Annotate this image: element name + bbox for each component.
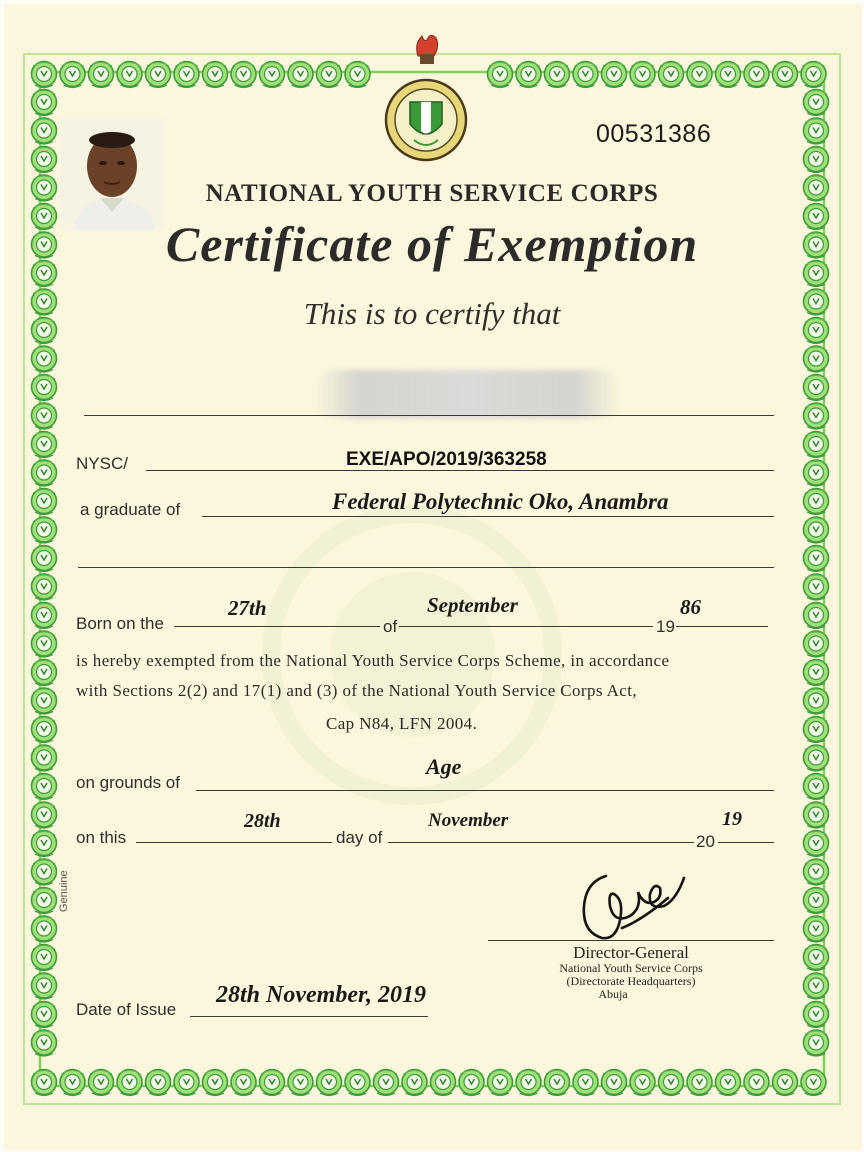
margin-genuine-text: Genuine [58, 870, 70, 912]
border-ornament [146, 62, 171, 88]
border-ornament [89, 1070, 114, 1096]
border-ornament [687, 1070, 712, 1096]
organization-name: NATIONAL YOUTH SERVICE CORPS [205, 180, 659, 207]
issue-day: 28th [244, 810, 281, 832]
border-ornament [32, 745, 57, 771]
border-ornament [32, 403, 57, 429]
border-ornament [32, 916, 57, 942]
birth-month: September [427, 593, 518, 617]
border-ornament [203, 1070, 228, 1096]
born-label: Born on the [76, 614, 164, 633]
issue-day-line [136, 842, 332, 843]
grounds-label: on grounds of [76, 773, 180, 792]
border-ornament [32, 859, 57, 885]
certificate-title: Certificate of Exemption [165, 216, 699, 272]
birth-year-line [676, 626, 768, 627]
border-ornament [801, 62, 826, 88]
graduate-label: a graduate of [80, 500, 181, 519]
border-ornament [804, 1002, 829, 1028]
border-ornament [804, 489, 829, 515]
border-ornament [744, 1070, 769, 1096]
border-ornament [89, 62, 114, 88]
border-ornament [288, 1070, 313, 1096]
border-ornament [345, 1070, 370, 1096]
border-ornament [573, 62, 598, 88]
border-ornament [488, 1070, 513, 1096]
border-ornament [32, 574, 57, 600]
border-ornament [32, 831, 57, 857]
issue-year: 19 [722, 808, 742, 830]
border-ornament [801, 1070, 826, 1096]
border-ornament [174, 1070, 199, 1096]
border-ornament [516, 62, 541, 88]
graduate-line [202, 516, 774, 517]
border-ornament [804, 517, 829, 543]
signatory-line-1: National Youth Service Corps [559, 961, 703, 975]
of-label: of [383, 617, 398, 636]
border-ornament [804, 688, 829, 714]
border-ornament [804, 403, 829, 429]
birth-day: 27th [228, 596, 267, 620]
border-ornament [32, 945, 57, 971]
border-ornament [32, 774, 57, 800]
exemption-text-line-2: with Sections 2(2) and 17(1) and (3) of the National Youth Service Corps Act, [76, 681, 638, 700]
date-issue-value: 28th November, 2019 [216, 982, 426, 1008]
border-ornament [804, 603, 829, 629]
border-ornament [117, 1070, 142, 1096]
border-ornament [345, 62, 370, 88]
border-ornament [804, 346, 829, 372]
border-ornament [32, 346, 57, 372]
redacted-holder-name [315, 370, 620, 418]
border-ornament [32, 888, 57, 914]
border-ornament [60, 62, 85, 88]
border-ornament [516, 1070, 541, 1096]
name-line [84, 415, 774, 416]
century-20: 20 [696, 832, 715, 851]
border-ornament [573, 1070, 598, 1096]
border-ornament [804, 574, 829, 600]
border-ornament [459, 1070, 484, 1096]
border-ornament [773, 62, 798, 88]
on-this-label: on this [76, 828, 127, 847]
graduate-line-2 [78, 567, 774, 568]
border-ornament [602, 1070, 627, 1096]
border-ornament [402, 1070, 427, 1096]
border-ornament [804, 717, 829, 743]
border-ornament [773, 1070, 798, 1096]
issue-month-line [388, 842, 694, 843]
birth-month-line [399, 626, 653, 627]
border-ornament [32, 546, 57, 572]
border-ornament [32, 688, 57, 714]
border-ornament [804, 546, 829, 572]
border-ornament [317, 62, 342, 88]
date-issue-line [190, 1016, 428, 1017]
exemption-text-line-3: Cap N84, LFN 2004. [326, 714, 478, 733]
nysc-line [146, 470, 774, 471]
border-ornament [174, 62, 199, 88]
border-ornament [431, 1070, 456, 1096]
border-ornament [804, 888, 829, 914]
serial-number: 00531386 [596, 120, 712, 148]
exemption-text-line-1: is hereby exempted from the National Youth Service Corps Scheme, in accordance [76, 651, 670, 670]
border-ornament [32, 432, 57, 458]
director-general-signature [572, 858, 692, 948]
border-ornament [260, 1070, 285, 1096]
border-ornament [288, 62, 313, 88]
border-ornament [32, 631, 57, 657]
day-of-label: day of [336, 828, 383, 847]
border-ornament [804, 660, 829, 686]
border-ornament [60, 1070, 85, 1096]
border-ornament [32, 1070, 57, 1096]
signatory-line-2: (Directorate Headquarters) [566, 974, 696, 988]
border-ornament [659, 1070, 684, 1096]
border-ornament [804, 859, 829, 885]
border-ornament [117, 62, 142, 88]
border-ornament [32, 1030, 57, 1056]
border-ornament [804, 945, 829, 971]
border-ornament [32, 660, 57, 686]
border-ornament [804, 118, 829, 144]
border-ornament [630, 62, 655, 88]
century-19: 19 [656, 617, 675, 636]
issue-year-line [718, 842, 774, 843]
certify-intro: This is to certify that [303, 296, 561, 331]
border-ornament [804, 460, 829, 486]
border-ornament [231, 1070, 256, 1096]
issue-month: November [428, 810, 509, 831]
border-ornament [804, 375, 829, 401]
border-ornament [32, 147, 57, 173]
institution-name: Federal Polytechnic Oko, Anambra [332, 489, 669, 514]
signature-line [488, 940, 774, 941]
border-ornament [804, 745, 829, 771]
border-ornament [32, 375, 57, 401]
border-ornament [32, 489, 57, 515]
border-ornament [32, 1002, 57, 1028]
border-ornament [374, 1070, 399, 1096]
border-ornament [231, 62, 256, 88]
border-ornament [804, 1030, 829, 1056]
border-ornament [32, 717, 57, 743]
border-ornament [804, 973, 829, 999]
border-ornament [744, 62, 769, 88]
border-ornament [659, 62, 684, 88]
border-ornament [32, 517, 57, 543]
grounds-value: Age [426, 754, 462, 779]
border-ornament [687, 62, 712, 88]
border-ornament [804, 90, 829, 116]
border-ornament [716, 1070, 741, 1096]
birth-year: 86 [680, 595, 701, 619]
signatory-line-3: Abuja [598, 987, 628, 1001]
border-ornament [32, 603, 57, 629]
border-ornament [804, 147, 829, 173]
birth-day-line [174, 626, 380, 627]
border-ornament [804, 831, 829, 857]
signatory-title: Director-General [573, 943, 689, 962]
border-ornament [32, 802, 57, 828]
border-ornament [146, 1070, 171, 1096]
border-ornament [488, 62, 513, 88]
border-ornament [32, 973, 57, 999]
border-ornament [630, 1070, 655, 1096]
border-ornament [804, 631, 829, 657]
border-ornament [804, 432, 829, 458]
border-ornament [602, 62, 627, 88]
border-ornament [32, 118, 57, 144]
nysc-crest-logo [378, 28, 474, 162]
border-ornament [32, 460, 57, 486]
border-ornament [317, 1070, 342, 1096]
date-issue-label: Date of Issue [76, 1000, 177, 1019]
border-ornament [804, 774, 829, 800]
border-ornament [804, 916, 829, 942]
nysc-number: EXE/APO/2019/363258 [346, 449, 547, 470]
grounds-line [196, 790, 774, 791]
border-ornament [804, 802, 829, 828]
nysc-label: NYSC/ [76, 454, 128, 473]
border-ornament [545, 62, 570, 88]
border-ornament [32, 90, 57, 116]
border-ornament [260, 62, 285, 88]
border-ornament [716, 62, 741, 88]
border-ornament [203, 62, 228, 88]
border-ornament [32, 62, 57, 88]
border-ornament [545, 1070, 570, 1096]
holder-photo [60, 118, 164, 230]
